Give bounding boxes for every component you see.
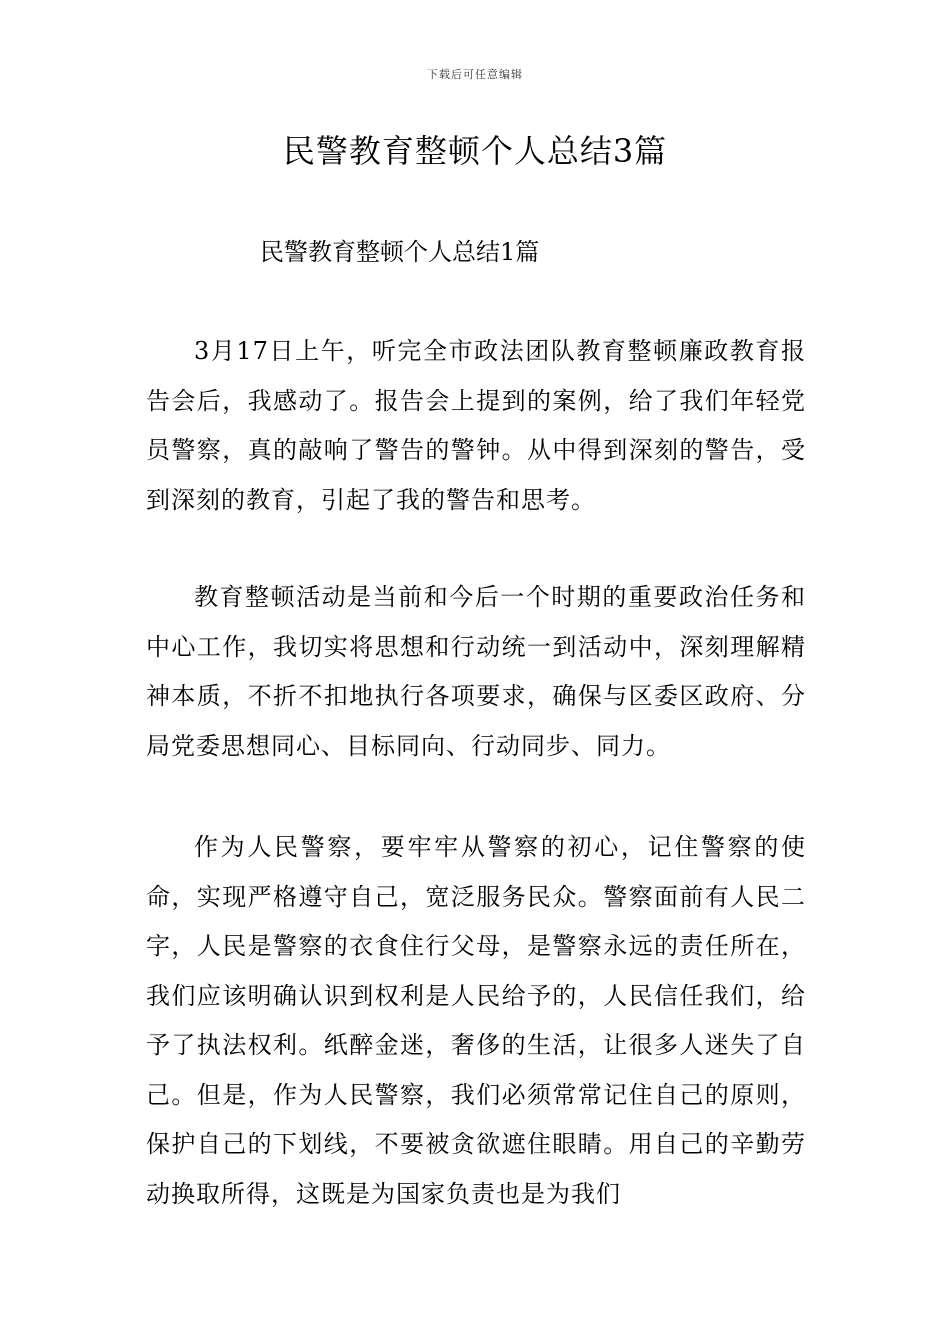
paragraph-3: 作为人民警察，要牢牢从警察的初心，记住警察的使命，实现严格遵守自己，宽泛服务民众。警察面前有人民二字，人民是警察的衣食住行父母，是警察永远的责任所在，我们应该明确认识到权利是人民给予的，人民信任我们，给予了执法权利。纸醉金迷，奢侈的生活，让很多人迷失了自己。但是，作为人民警察，我们必须常常记住自己的原则，保护自己的下划线，不要被贪欲遮住眼睛。用自己的辛勤劳动换取所得，这既是为国家负责也是为我们 [146,833,806,1208]
header-note: 下载后可任意编辑 [427,68,523,81]
paragraph-2: 教育整顿活动是当前和今后一个时期的重要政治任务和中心工作，我切实将思想和行动统一到活动中，深刻理解精神本质，不折不扣地执行各项要求，确保与区委区政府、分局党委思想同心、目标同向、行动同步、同力。 [146,583,806,760]
section-title: 民警教育整顿个人总结1篇 [260,238,540,266]
document-title: 民警教育整顿个人总结3篇 [282,132,668,170]
paragraph-1: 3月17日上午，听完全市政法团队教育整顿廉政教育报告会后，我感动了。报告会上提到的案例，给了我们年轻党员警察，真的敲响了警告的警钟。从中得到深刻的警告，受到深刻的教育，引起了我的警告和思考。 [146,337,806,514]
